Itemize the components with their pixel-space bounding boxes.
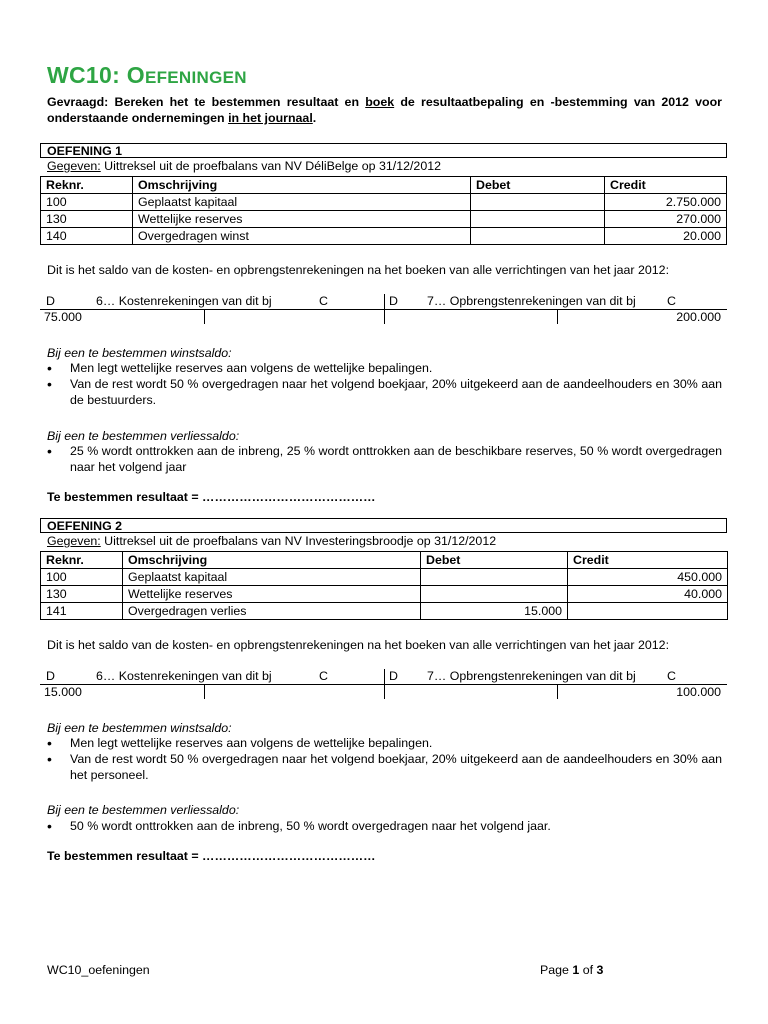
verlies-list — [47, 818, 722, 834]
list-item: • 50 % wordt onttrokken aan de inbreng, 50 % wordt overgedragen naar het volgend jaar. — [47, 818, 722, 834]
result-line: Te bestemmen resultaat = …………………………………… — [47, 849, 376, 863]
winst-list — [47, 735, 722, 783]
table-row: 141 Overgedragen verlies 15.000 — [41, 603, 728, 620]
table-header-row: Reknr. Omschrijving Debet Credit — [41, 177, 727, 194]
list-item: • Van de rest wordt 50 % overgedragen naar het volgend boekjaar, 20% uitgekeerd aan de aandeelhouders en 30% aan het personeel. — [47, 751, 722, 783]
list-item: • Men legt wettelijke reserves aan volgens de wettelijke bepalingen. — [47, 735, 722, 751]
page-title: WC10: OEFENINGEN — [47, 62, 247, 88]
table-row: 100 Geplaatst kapitaal 450.000 — [41, 569, 728, 586]
exercise-2-trial-balance — [40, 551, 728, 620]
table-row: 130 Wettelijke reserves 270.000 — [41, 211, 727, 228]
result-line: Te bestemmen resultaat = …………………………………… — [47, 490, 376, 504]
opbrengsten-value: 100.000 — [676, 685, 721, 699]
exercise-1-trial-balance — [40, 176, 727, 245]
assignment-text: Gevraagd: Bereken het te bestemmen resultaat en boek de resultaatbepaling en -bestemming van 2012 voor onderstaande ondernemingen in het journaal. — [47, 95, 722, 125]
kosten-value: 75.000 — [44, 310, 82, 324]
footer-filename: WC10_oefeningen — [47, 963, 150, 977]
opbrengsten-value: 200.000 — [676, 310, 721, 324]
saldo-text: Dit is het saldo van de kosten- en opbrengstenrekeningen na het boeken van alle verrichtingen van het jaar 2012: — [47, 263, 670, 277]
footer-page-number: Page 1 of 3 — [540, 963, 604, 977]
verlies-list — [47, 443, 722, 475]
exercise-2-header: OEFENING 2 — [40, 518, 727, 533]
list-item: • 25 % wordt onttrokken aan de inbreng, 25 % wordt onttrokken aan de beschikbare reserves, 50 % wordt overgedragen naar het volgend jaar — [47, 443, 722, 475]
exercise-2-t-accounts: D 6… Kostenrekeningen van dit bj C D 7… Opbrengstenrekeningen van dit bj C 15.000 100.000 — [40, 669, 727, 699]
list-item: • Van de rest wordt 50 % overgedragen naar het volgend boekjaar, 20% uitgekeerd aan de aandeelhouders en 30% aan de bestuurders. — [47, 376, 722, 408]
table-row: 130 Wettelijke reserves 40.000 — [41, 586, 728, 603]
winst-heading: Bij een te bestemmen winstsaldo: — [47, 346, 232, 360]
table-row: 100 Geplaatst kapitaal 2.750.000 — [41, 194, 727, 211]
kosten-value: 15.000 — [44, 685, 82, 699]
table-header-row: Reknr. Omschrijving Debet Credit — [41, 552, 728, 569]
exercise-1-t-accounts: D 6… Kostenrekeningen van dit bj C D 7… Opbrengstenrekeningen van dit bj C 75.000 200.000 — [40, 294, 727, 324]
exercise-2-given: Gegeven: Uittreksel uit de proefbalans van NV Investeringsbroodje op 31/12/2012 — [47, 534, 497, 548]
exercise-1-given: Gegeven: Uittreksel uit de proefbalans van NV DéliBelge op 31/12/2012 — [47, 159, 441, 173]
table-row: 140 Overgedragen winst 20.000 — [41, 228, 727, 245]
winst-list — [47, 360, 722, 408]
verlies-heading: Bij een te bestemmen verliessaldo: — [47, 803, 240, 817]
list-item: • Men legt wettelijke reserves aan volgens de wettelijke bepalingen. — [47, 360, 722, 376]
saldo-text: Dit is het saldo van de kosten- en opbrengstenrekeningen na het boeken van alle verrichtingen van het jaar 2012: — [47, 638, 670, 652]
winst-heading: Bij een te bestemmen winstsaldo: — [47, 721, 232, 735]
verlies-heading: Bij een te bestemmen verliessaldo: — [47, 429, 240, 443]
exercise-1-header: OEFENING 1 — [40, 143, 727, 158]
